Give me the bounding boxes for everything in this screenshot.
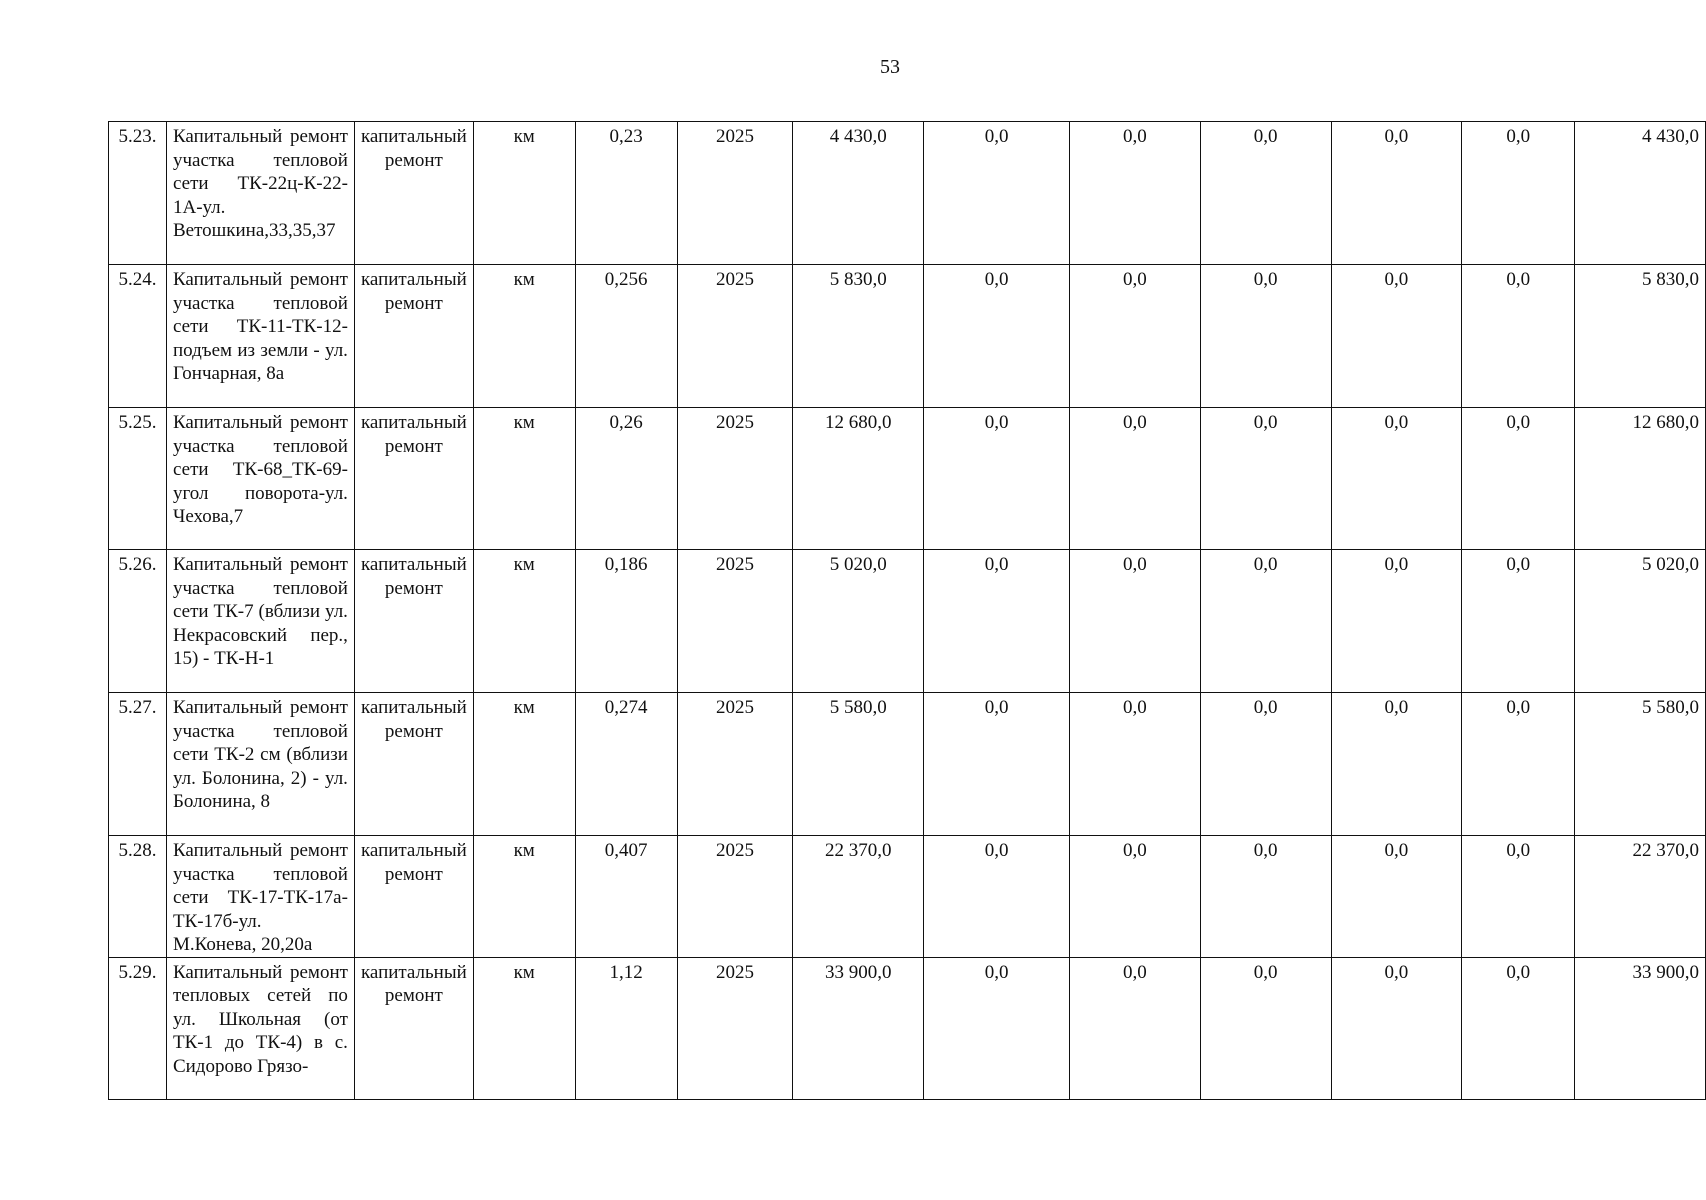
cost-value-6: 0,0 (1462, 122, 1575, 265)
unit: км (473, 550, 575, 693)
work-type: капитальный ремонт (354, 122, 473, 265)
length: 0,407 (575, 836, 677, 958)
cost-value-6: 0,0 (1462, 265, 1575, 408)
page-number: 53 (880, 56, 900, 78)
cost-value-1: 12 680,0 (793, 408, 924, 550)
unit: км (473, 265, 575, 408)
cost-value-3: 0,0 (1069, 265, 1200, 408)
work-type: капитальный ремонт (354, 957, 473, 1099)
work-name: Капитальный ремонт участка тепловой сети ТК-11-ТК-12-подъем из земли - ул. Гончарная, 8а (166, 265, 354, 408)
cost-total: 5 830,0 (1575, 265, 1706, 408)
work-name: Капитальный ремонт участка тепловой сети ТК-2 см (вблизи ул. Болонина, 2) - ул. Болонина, 8 (166, 693, 354, 836)
row-number: 5.23. (109, 122, 167, 265)
length: 0,26 (575, 408, 677, 550)
work-name: Капитальный ремонт участка тепловой сети ТК-68_ТК-69-угол поворота-ул. Чехова,7 (166, 408, 354, 550)
work-type: капитальный ремонт (354, 693, 473, 836)
cost-value-6: 0,0 (1462, 957, 1575, 1099)
cost-value-4: 0,0 (1200, 693, 1331, 836)
cost-value-4: 0,0 (1200, 122, 1331, 265)
cost-total: 5 580,0 (1575, 693, 1706, 836)
table-row (109, 408, 1706, 550)
work-name: Капитальный ремонт участка тепловой сети ТК-17-ТК-17а-ТК-17б-ул. М.Конева, 20,20а (166, 836, 354, 958)
cost-value-3: 0,0 (1069, 836, 1200, 958)
row-number: 5.25. (109, 408, 167, 550)
cost-value-5: 0,0 (1331, 957, 1462, 1099)
cost-value-5: 0,0 (1331, 693, 1462, 836)
year: 2025 (677, 122, 793, 265)
year: 2025 (677, 693, 793, 836)
unit: км (473, 836, 575, 958)
work-type: капитальный ремонт (354, 265, 473, 408)
work-name: Капитальный ремонт тепловых сетей по ул. Школьная (от ТК-1 до ТК-4) в с. Сидорово Грязо- (166, 957, 354, 1099)
cost-value-3: 0,0 (1069, 122, 1200, 265)
cost-value-1: 5 020,0 (793, 550, 924, 693)
year: 2025 (677, 550, 793, 693)
cost-value-4: 0,0 (1200, 550, 1331, 693)
cost-value-1: 5 580,0 (793, 693, 924, 836)
cost-value-1: 33 900,0 (793, 957, 924, 1099)
cost-value-1: 4 430,0 (793, 122, 924, 265)
works-table (108, 121, 1706, 1100)
row-number: 5.29. (109, 957, 167, 1099)
cost-value-3: 0,0 (1069, 408, 1200, 550)
table-row (109, 122, 1706, 265)
year: 2025 (677, 408, 793, 550)
cost-value-5: 0,0 (1331, 836, 1462, 958)
cost-value-2: 0,0 (924, 836, 1070, 958)
year: 2025 (677, 836, 793, 958)
cost-value-3: 0,0 (1069, 550, 1200, 693)
cost-value-3: 0,0 (1069, 693, 1200, 836)
cost-value-6: 0,0 (1462, 550, 1575, 693)
row-number: 5.24. (109, 265, 167, 408)
cost-value-5: 0,0 (1331, 265, 1462, 408)
work-type: капитальный ремонт (354, 550, 473, 693)
table-row (109, 265, 1706, 408)
cost-value-2: 0,0 (924, 550, 1070, 693)
unit: км (473, 957, 575, 1099)
cost-value-1: 22 370,0 (793, 836, 924, 958)
cost-value-3: 0,0 (1069, 957, 1200, 1099)
unit: км (473, 693, 575, 836)
unit: км (473, 408, 575, 550)
cost-value-4: 0,0 (1200, 836, 1331, 958)
work-type: капитальный ремонт (354, 836, 473, 958)
year: 2025 (677, 265, 793, 408)
work-type: капитальный ремонт (354, 408, 473, 550)
table-row (109, 836, 1706, 958)
row-number: 5.27. (109, 693, 167, 836)
cost-total: 22 370,0 (1575, 836, 1706, 958)
cost-value-6: 0,0 (1462, 408, 1575, 550)
length: 1,12 (575, 957, 677, 1099)
table-row (109, 550, 1706, 693)
cost-value-2: 0,0 (924, 957, 1070, 1099)
cost-value-5: 0,0 (1331, 550, 1462, 693)
work-name: Капитальный ремонт участка тепловой сети ТК-7 (вблизи ул. Некрасовский пер., 15) - ТК-Н-1 (166, 550, 354, 693)
cost-value-2: 0,0 (924, 693, 1070, 836)
cost-value-2: 0,0 (924, 265, 1070, 408)
cost-value-6: 0,0 (1462, 836, 1575, 958)
unit: км (473, 122, 575, 265)
cost-value-4: 0,0 (1200, 957, 1331, 1099)
length: 0,186 (575, 550, 677, 693)
cost-value-4: 0,0 (1200, 265, 1331, 408)
length: 0,23 (575, 122, 677, 265)
cost-value-6: 0,0 (1462, 693, 1575, 836)
table-row (109, 693, 1706, 836)
work-name: Капитальный ремонт участка тепловой сети ТК-22ц-К-22-1А-ул. Ветошкина,33,35,37 (166, 122, 354, 265)
length: 0,256 (575, 265, 677, 408)
cost-value-5: 0,0 (1331, 122, 1462, 265)
cost-value-5: 0,0 (1331, 408, 1462, 550)
cost-total: 4 430,0 (1575, 122, 1706, 265)
year: 2025 (677, 957, 793, 1099)
cost-value-2: 0,0 (924, 122, 1070, 265)
cost-value-2: 0,0 (924, 408, 1070, 550)
row-number: 5.26. (109, 550, 167, 693)
table-row (109, 957, 1706, 1099)
length: 0,274 (575, 693, 677, 836)
cost-total: 12 680,0 (1575, 408, 1706, 550)
cost-total: 33 900,0 (1575, 957, 1706, 1099)
row-number: 5.28. (109, 836, 167, 958)
cost-total: 5 020,0 (1575, 550, 1706, 693)
cost-value-1: 5 830,0 (793, 265, 924, 408)
cost-value-4: 0,0 (1200, 408, 1331, 550)
